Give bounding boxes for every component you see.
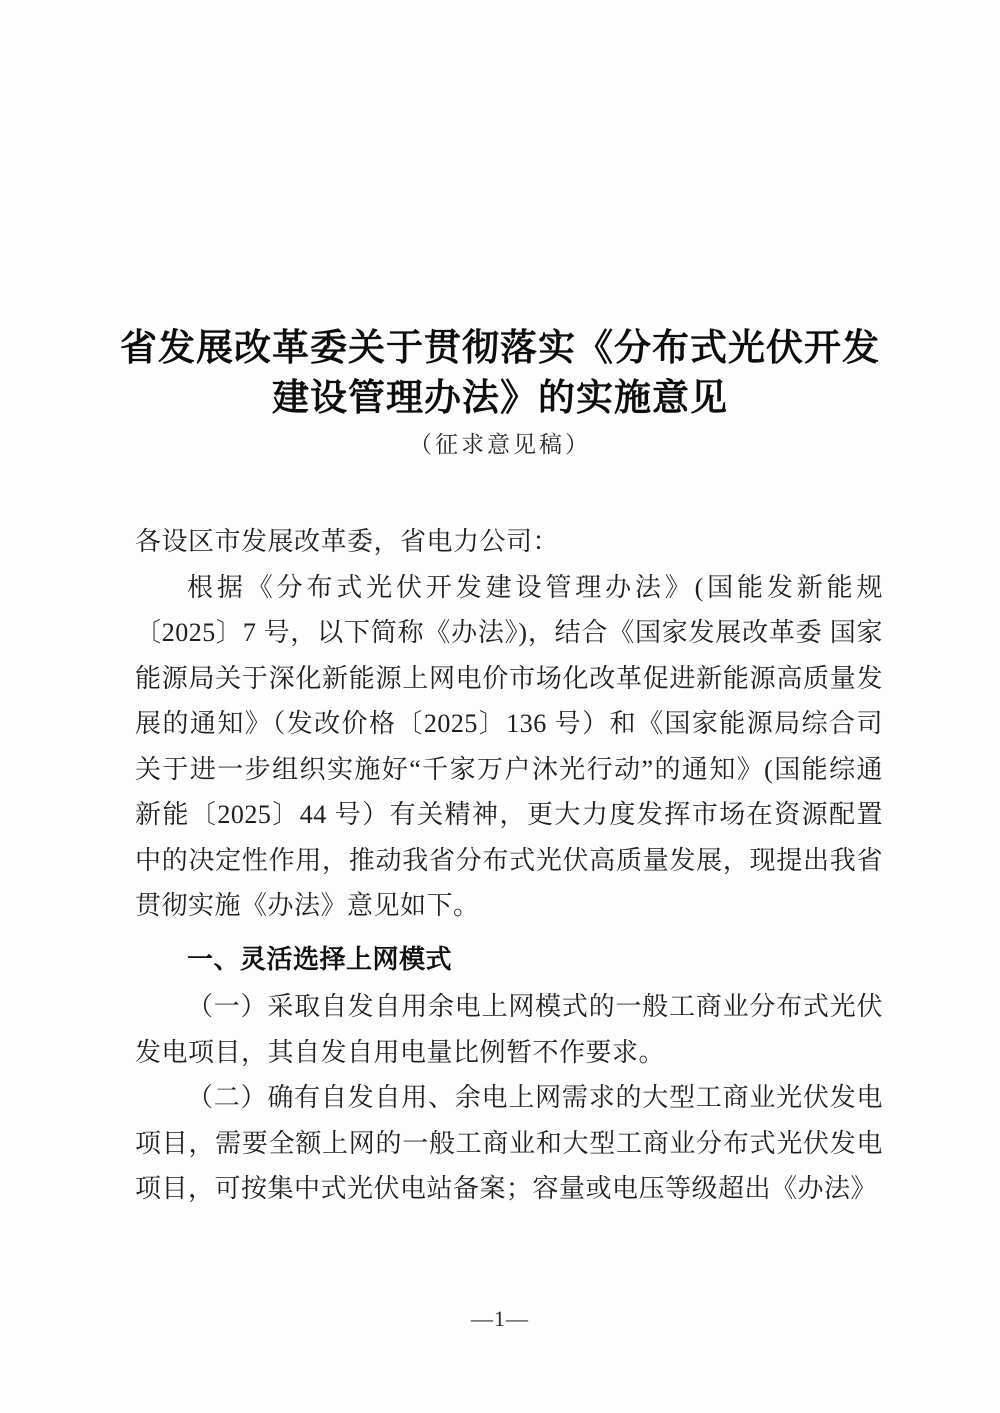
paragraph: 各设区市发展改革委，省电力公司： [135,527,560,556]
document-title [70,324,930,424]
document-subtitle: （征求意见稿） [409,432,591,457]
document-title-line-1: 省发展改革委关于贯彻落实《分布式光伏开发 [120,328,880,369]
paragraph: （二）确有自发自用、余电上网需求的大型工商业光伏发电项目，需要全额上网的一般工商业和大型工商业分布式光伏发电项目，可按集中式光伏电站备案；容量或电压等级超出《办法》 [135,1083,883,1203]
page-number: —1— [471,1306,529,1331]
paragraph: 根据《分布式光伏开发建设管理办法》(国能发新能规〔2025〕7 号，以下简称《办法》)，结合《国家发展改革委 国家能源局关于深化新能源上网电价市场化改革促进新能源高质量发展的通知》（发改价格〔2025〕136 号）和《国家能源局综合司关于进一步组织实施好“千家万户沐光行动”的通知》(国能综通新能〔2025〕44 号）有关精神，更大力度发挥市场在资源配置中的决定性作用，推动我省分布式光伏高质量发展，现提出我省贯彻实施《办法》意见如下。 [135,572,883,920]
paragraph: （一）采取自发自用余电上网模式的一般工商业分布式光伏发电项目，其自发自用电量比例暂不作要求。 [135,992,883,1067]
section-heading: 一、灵活选择上网模式 [187,943,453,974]
document-title-line-2: 建设管理办法》的实施意见 [272,378,728,419]
document-body [135,519,883,1212]
